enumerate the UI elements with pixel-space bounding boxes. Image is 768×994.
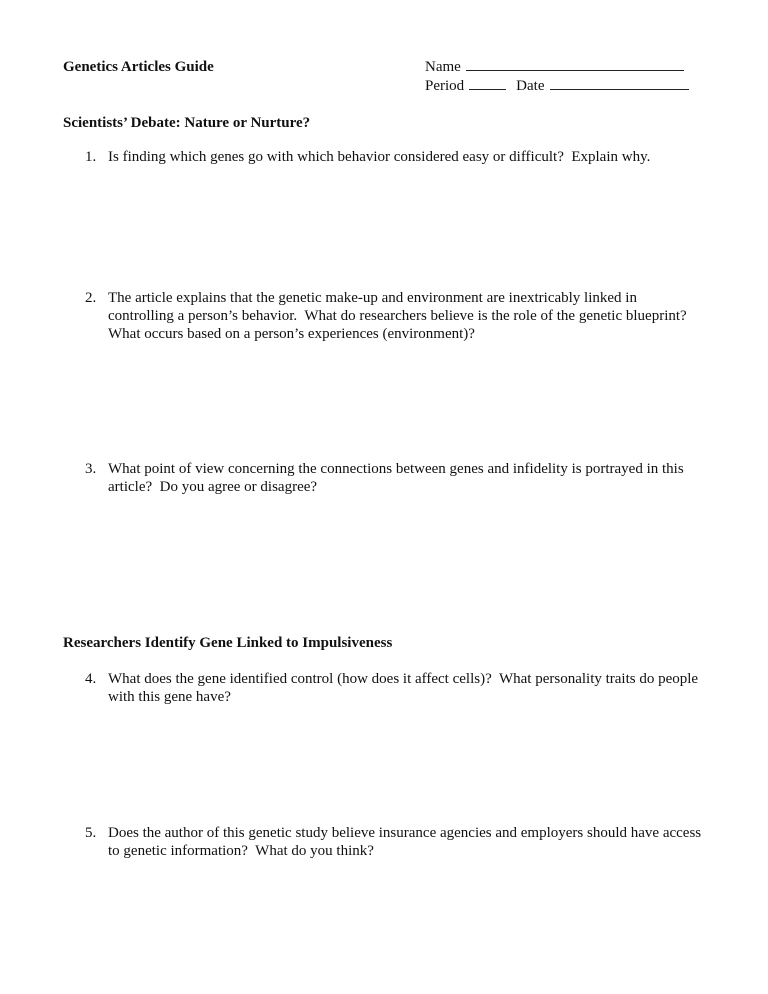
header-fields [425, 56, 705, 94]
date-blank [550, 75, 689, 90]
question-2-text: The article explains that the genetic make-up and environment are inextricably linked in controlling a person’s behavior. What do researchers believe is the role of the genetic blueprint? What occurs based on a person’s experiences (environment)? [108, 290, 691, 342]
question-3-text: What point of view concerning the connections between genes and infidelity is portrayed in this article? Do you agree or disagree? [108, 461, 688, 495]
question-1 [63, 148, 705, 166]
question-5-text: Does the author of this genetic study believe insurance agencies and employers should have access to genetic information? What do you think? [108, 825, 705, 859]
name-field-line [425, 56, 705, 75]
question-3 [63, 460, 705, 496]
name-blank [466, 56, 684, 71]
question-1-text: Is finding which genes go with which behavior considered easy or difficult? Explain why. [108, 149, 651, 165]
question-4 [63, 670, 705, 706]
question-2 [63, 289, 705, 343]
question-5-number: 5. [85, 825, 97, 841]
document-header [63, 56, 705, 94]
section-1-heading: Scientists’ Debate: Nature or Nurture? [63, 115, 311, 131]
question-5 [63, 824, 705, 860]
date-label: Date [516, 78, 545, 94]
period-blank [469, 75, 506, 90]
period-label: Period [425, 78, 465, 94]
document-title: Genetics Articles Guide [63, 59, 214, 75]
question-4-text: What does the gene identified control (how does it affect cells)? What personality traits do people with this gene have? [108, 671, 702, 705]
section-2-heading: Researchers Identify Gene Linked to Impulsiveness [63, 635, 393, 651]
question-3-number: 3. [85, 461, 97, 477]
question-1-number: 1. [85, 149, 97, 165]
name-label: Name [425, 59, 461, 75]
period-date-field-line [425, 75, 705, 94]
question-2-number: 2. [85, 290, 97, 306]
question-4-number: 4. [85, 671, 97, 687]
